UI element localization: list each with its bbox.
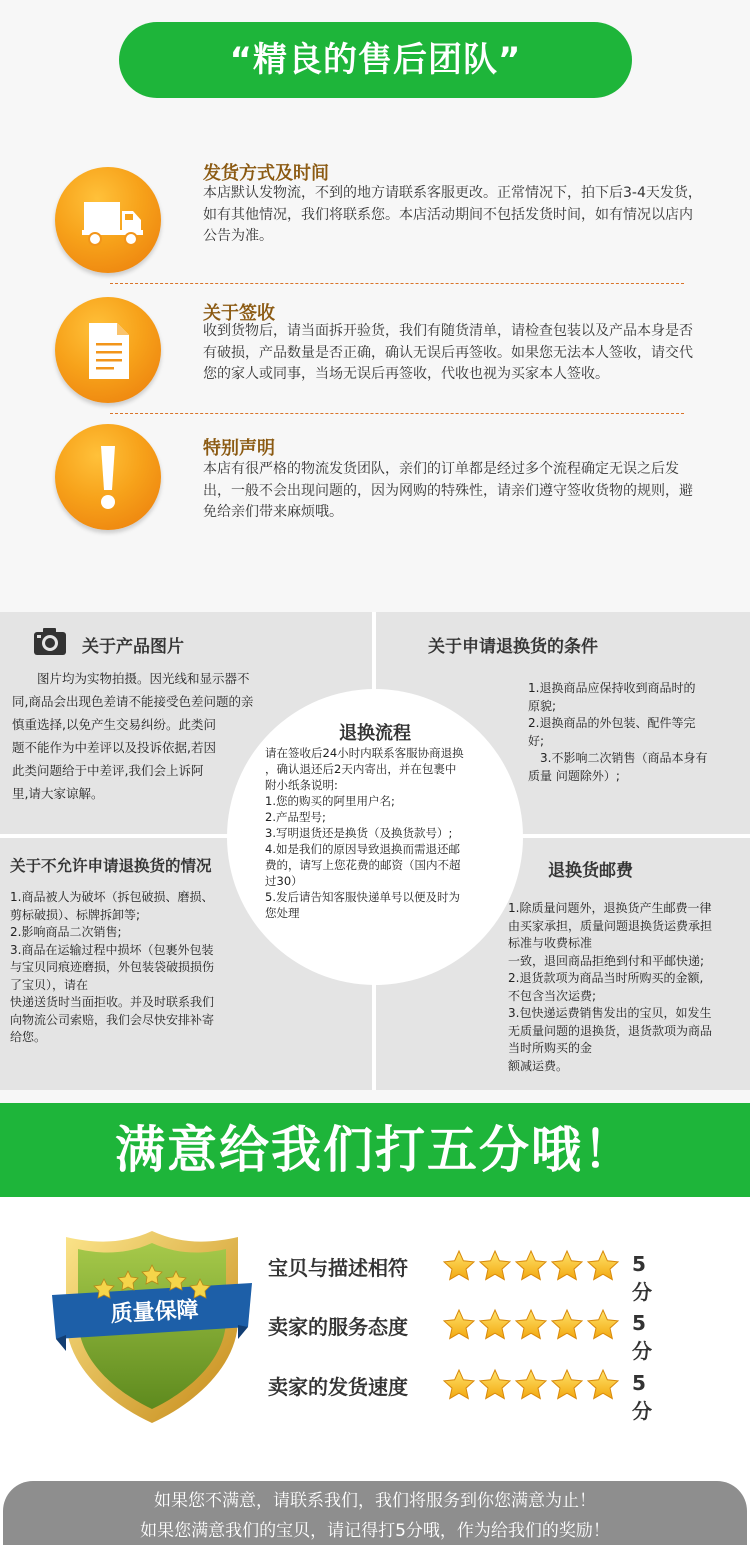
shipping-title: 发货方式及时间 — [203, 163, 329, 184]
not-allowed-text — [10, 889, 250, 1047]
divider — [110, 413, 684, 414]
quality-shield-badge — [52, 1227, 252, 1431]
conditions-title: 关于申请退换货的条件 — [428, 637, 598, 657]
text-line: 2.退换商品的外包装、配件等完 — [528, 716, 696, 730]
text-line: 1.商品被人为破坏（拆包破损、磨损、 — [10, 890, 214, 904]
conditions-text — [528, 680, 743, 785]
footer-line-1: 如果您不满意，请联系我们，我们将服务到你您满意为止！ — [154, 1491, 596, 1511]
star-icon — [586, 1249, 620, 1287]
star-icon — [478, 1368, 512, 1406]
text-line: 慎重选择,以免产生交易纠纷。此类问 — [12, 717, 216, 732]
text-line: 剪标破损）、标牌拆卸等; — [10, 907, 141, 922]
text-line: 2.产品型号; — [265, 810, 326, 824]
five-star-banner: 满意给我们打五分哦！ — [0, 1103, 750, 1197]
star-icon — [442, 1308, 476, 1346]
text-line: 此类问题给于中差评,我们会上诉阿 — [12, 763, 204, 778]
rating-score: 5分 — [632, 1252, 652, 1304]
postage-title: 退换货邮费 — [548, 861, 633, 881]
rating-label: 卖家的发货速度 — [268, 1375, 408, 1399]
process-title: 退换流程 — [339, 723, 411, 744]
statement-body: 本店有很严格的物流发货团队，亲们的订单都是经过多个流程确定无误之后发出，一般不会出现问题的，因为网购的特殊性，请亲们遵守签收货物的规则，避免给亲们带来麻烦哦。 — [203, 461, 693, 520]
text-line: 图片均为实物拍摄。因光线和显示器不 — [12, 671, 250, 686]
text-line: 2.影响商品二次销售; — [10, 925, 122, 939]
text-line: 由买家承担，质量问题退换货运费承担 — [508, 918, 713, 933]
text-line: 1.除质量问题外，退换货产生邮费一律 — [508, 901, 712, 915]
divider — [110, 283, 684, 284]
text-line: 您处理 — [265, 906, 300, 920]
rating-score: 5分 — [632, 1371, 652, 1423]
star-icon — [550, 1368, 584, 1406]
star-icon — [478, 1249, 512, 1287]
postage-text — [508, 900, 746, 1075]
text-line: 附小纸条说明: — [265, 778, 338, 792]
text-line: 好; — [528, 733, 545, 748]
shipping-info — [55, 155, 705, 265]
star-icon — [442, 1249, 476, 1287]
signing-info — [55, 295, 705, 410]
star-icon — [586, 1308, 620, 1346]
star-rating — [442, 1308, 620, 1346]
text-line: 2.退货款项为商品当时所购买的金额, — [508, 971, 704, 985]
special-statement — [55, 424, 705, 539]
rating-score: 5分 — [632, 1311, 652, 1363]
not-allowed-title: 关于不允许申请退换货的情况 — [10, 857, 212, 875]
text-line: 过30） — [265, 874, 303, 888]
text-line: 快递送货时当面拒收。并及时联系我们 — [10, 995, 215, 1009]
star-icon — [442, 1368, 476, 1406]
aftersales-title: “精良的售后团队” — [119, 22, 632, 98]
document-icon — [55, 297, 161, 403]
text-line: 不包含当次运费; — [508, 988, 597, 1003]
process-text — [265, 745, 493, 921]
star-icon — [550, 1308, 584, 1346]
text-line: 3.包快递运费销售发出的宝贝，如发生 — [508, 1006, 712, 1020]
rating-label: 卖家的服务态度 — [268, 1315, 408, 1339]
text-line: 与宝贝同痕迹磨损，外包装袋破损损伤 — [10, 960, 215, 974]
footer-message — [3, 1481, 747, 1545]
return-policy-section — [0, 612, 750, 1090]
text-line: 一致，退回商品拒绝到付和平邮快递; — [508, 953, 705, 968]
text-line: 了宝贝），请在 — [10, 977, 89, 992]
text-line: 当时所购买的金 — [508, 1041, 593, 1055]
text-line: 3.商品在运输过程中损坏（包裹外包装 — [10, 942, 214, 957]
star-rating — [442, 1368, 620, 1406]
text-line: 向物流公司索赔，我们会尽快安排补寄 — [10, 1012, 215, 1027]
star-icon — [550, 1249, 584, 1287]
text-line: 标准与收费标准 — [508, 936, 593, 950]
camera-icon — [33, 626, 67, 660]
text-line: 给您。 — [10, 1030, 47, 1044]
text-line: 5.发后请告知客服快递单号以便及时为 — [265, 890, 460, 904]
star-icon — [514, 1249, 548, 1287]
text-line: 无质量问题的退换货，退货款项为商品 — [508, 1023, 713, 1038]
text-line: 费的，请写上您花费的邮资（国内不超 — [265, 858, 461, 872]
text-line: 3.写明退货还是换货（及换货款号）; — [265, 826, 453, 840]
text-line: 请在签收后24小时内联系客服协商退换 — [265, 746, 464, 760]
star-icon — [478, 1308, 512, 1346]
text-line: 额减运费。 — [508, 1058, 569, 1073]
text-line: 1.退换商品应保持收到商品时的 — [528, 681, 696, 695]
text-line: ，确认退还后2天内寄出，并在包裹中 — [265, 762, 457, 776]
statement-title: 特别声明 — [203, 438, 275, 459]
text-line: 3.不影响二次销售（商品本身有 — [528, 751, 708, 765]
footer-line-2: 如果您满意我们的宝贝，请记得打5分哦，作为给我们的奖励！ — [140, 1521, 610, 1541]
star-icon — [514, 1308, 548, 1346]
text-line: 1.您的购买的阿里用户名; — [265, 794, 395, 808]
text-line: 里,请大家谅解。 — [12, 786, 104, 801]
exclamation-icon — [55, 424, 161, 530]
signing-title: 关于签收 — [203, 303, 275, 324]
shipping-body: 本店默认发物流，不到的地方请联系客服更改。正常情况下，拍下后3-4天发货，如有其他情况，我们将联系您。本店活动期间不包括发货时间，如有情况以店内公告为准。 — [203, 185, 702, 244]
truck-icon — [55, 167, 161, 273]
quality-badge-label: 质量保障 — [109, 1297, 200, 1328]
star-rating — [442, 1249, 620, 1287]
text-line: 题不能作为中差评以及投诉依据,若因 — [12, 740, 216, 755]
star-icon — [514, 1368, 548, 1406]
aftersales-section — [0, 0, 750, 612]
text-line: 原貌; — [528, 698, 557, 713]
star-icon — [586, 1368, 620, 1406]
text-line: 4.如是我们的原因导致退换而需退还邮 — [265, 842, 460, 856]
signing-body: 收到货物后，请当面拆开验货，我们有随货清单，请检查包装以及产品本身是否有破损，产品数量是否正确，确认无误后再签收。如果您无法本人签收，请交代您的家人或同事，当场无误后再签收，代收也视为买家本人签收。 — [203, 323, 693, 382]
text-line: 同,商品会出现色差请不能接受色差问题的亲 — [12, 694, 254, 709]
rating-label: 宝贝与描述相符 — [268, 1256, 408, 1280]
text-line: 质量 问题除外）; — [528, 768, 620, 783]
return-process-circle — [227, 689, 523, 985]
photo-title: 关于产品图片 — [82, 637, 184, 657]
